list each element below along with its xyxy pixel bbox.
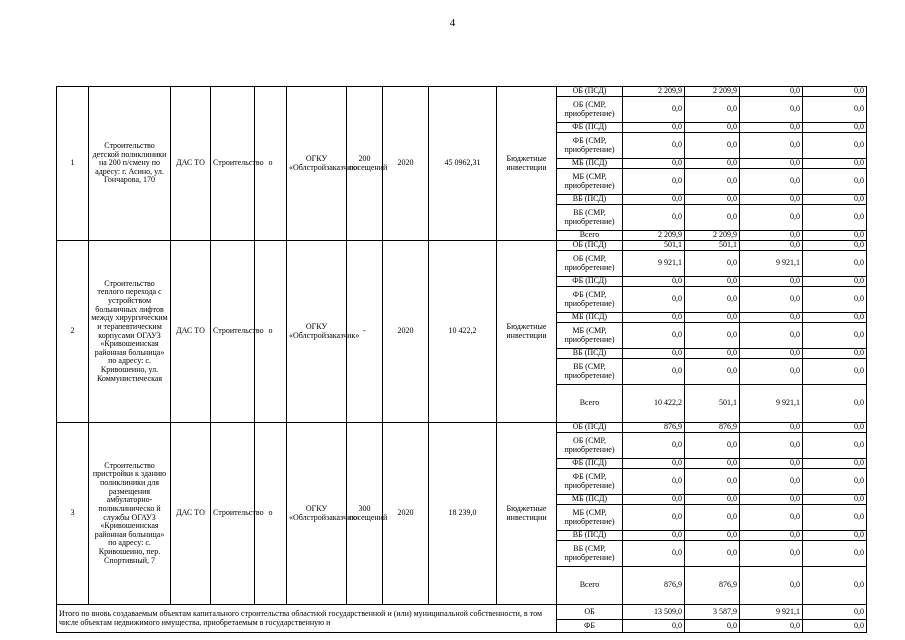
funding-value: 0,0 — [685, 287, 740, 313]
funding-value: 0,0 — [803, 277, 867, 287]
total-source-label: ФБ — [557, 620, 623, 633]
funding-value: 0,0 — [740, 459, 803, 469]
funding-value: 0,0 — [740, 97, 803, 123]
table-row — [57, 423, 867, 433]
funding-source-label: МБ (ПСД) — [557, 495, 623, 505]
funding-value: 0,0 — [740, 495, 803, 505]
funding-source-label: ВБ (СМР, приобретение) — [557, 205, 623, 231]
funding-source-label: ФБ (ПСД) — [557, 459, 623, 469]
project-year: 2020 — [383, 423, 429, 605]
funding-value: 0,0 — [740, 133, 803, 159]
funding-source-label: ФБ (СМР, приобретение) — [557, 287, 623, 313]
project-department: ДАС ТО — [171, 87, 211, 241]
funding-value: 9 921,1 — [623, 251, 685, 277]
budget-table — [56, 86, 867, 633]
project-name: Строительство пристройки к зданию поликлиники для размещения амбулаторно-поликлиническо й службы ОГАУЗ «Кривошеинская районная больница» по адресу: с. Кривошеино, пер. Спортивный, 7 — [89, 423, 171, 605]
funding-source-label: ВБ (СМР, приобретение) — [557, 359, 623, 385]
funding-value: 0,0 — [740, 87, 803, 97]
funding-value: 0,0 — [740, 159, 803, 169]
funding-value: 0,0 — [623, 469, 685, 495]
funding-value: 0,0 — [685, 195, 740, 205]
funding-value: 0,0 — [803, 423, 867, 433]
funding-source-label: ОБ (СМР, приобретение) — [557, 251, 623, 277]
funding-value: 0,0 — [685, 459, 740, 469]
project-department: ДАС ТО — [171, 241, 211, 423]
funding-value: 0,0 — [623, 287, 685, 313]
funding-value: 0,0 — [685, 349, 740, 359]
funding-value: 0,0 — [740, 567, 803, 605]
project-year: 2020 — [383, 87, 429, 241]
project-work-type: Строительство — [211, 423, 255, 605]
funding-value: 0,0 — [740, 505, 803, 531]
funding-source-label: Всего — [557, 385, 623, 423]
funding-value: 0,0 — [623, 495, 685, 505]
total-value: 0,0 — [623, 620, 685, 633]
funding-source-label: МБ (ПСД) — [557, 313, 623, 323]
project-investment-type: Бюджетные инвестиции — [497, 241, 557, 423]
project-cost: 18 239,0 — [429, 423, 497, 605]
funding-value: 0,0 — [740, 231, 803, 241]
project-capacity: 200 посещений — [347, 87, 383, 241]
funding-value: 0,0 — [740, 205, 803, 231]
total-value: 0,0 — [685, 620, 740, 633]
funding-source-label: ВБ (ПСД) — [557, 531, 623, 541]
funding-source-label: МБ (СМР, приобретение) — [557, 323, 623, 349]
funding-value: 0,0 — [740, 123, 803, 133]
project-year: 2020 — [383, 241, 429, 423]
funding-value: 0,0 — [623, 195, 685, 205]
funding-value: 0,0 — [803, 241, 867, 251]
project-capacity: - — [347, 241, 383, 423]
funding-value: 0,0 — [685, 313, 740, 323]
project-number: 1 — [57, 87, 89, 241]
funding-value: 0,0 — [740, 287, 803, 313]
funding-value: 0,0 — [740, 277, 803, 287]
funding-value: 0,0 — [623, 97, 685, 123]
funding-value: 0,0 — [623, 531, 685, 541]
funding-value: 0,0 — [740, 169, 803, 195]
funding-value: 0,0 — [685, 469, 740, 495]
funding-value: 0,0 — [803, 231, 867, 241]
funding-source-label: ВБ (ПСД) — [557, 195, 623, 205]
total-value: 0,0 — [803, 620, 867, 633]
funding-value: 0,0 — [685, 323, 740, 349]
funding-value: 0,0 — [803, 359, 867, 385]
funding-value: 876,9 — [685, 567, 740, 605]
funding-source-label: МБ (СМР, приобретение) — [557, 505, 623, 531]
project-mark: о — [255, 423, 287, 605]
funding-value: 0,0 — [803, 159, 867, 169]
funding-value: 2 209,9 — [685, 231, 740, 241]
funding-value: 0,0 — [623, 359, 685, 385]
funding-value: 0,0 — [803, 541, 867, 567]
funding-value: 0,0 — [803, 349, 867, 359]
funding-value: 0,0 — [685, 359, 740, 385]
project-name: Строительство детской поликлиники на 200 п/смену по адресу: г. Асино, ул. Гончарова, 170 — [89, 87, 171, 241]
funding-value: 0,0 — [685, 433, 740, 459]
project-number: 3 — [57, 423, 89, 605]
total-value: 0,0 — [803, 605, 867, 620]
funding-value: 501,1 — [623, 241, 685, 251]
project-capacity: 300 посещений — [347, 423, 383, 605]
project-investment-type: Бюджетные инвестиции — [497, 87, 557, 241]
funding-source-label: ФБ (СМР, приобретение) — [557, 133, 623, 159]
funding-value: 0,0 — [623, 133, 685, 159]
project-customer: ОГКУ «Облстройзаказчик» — [287, 423, 347, 605]
funding-value: 9 921,1 — [740, 385, 803, 423]
funding-value: 0,0 — [740, 469, 803, 495]
funding-value: 0,0 — [623, 169, 685, 195]
funding-value: 0,0 — [803, 567, 867, 605]
project-mark: о — [255, 87, 287, 241]
funding-value: 501,1 — [685, 241, 740, 251]
project-cost: 10 422,2 — [429, 241, 497, 423]
funding-value: 0,0 — [803, 313, 867, 323]
project-work-type: Строительство — [211, 241, 255, 423]
funding-value: 0,0 — [740, 323, 803, 349]
project-cost: 45 0962,31 — [429, 87, 497, 241]
funding-value: 0,0 — [803, 287, 867, 313]
funding-value: 0,0 — [803, 195, 867, 205]
funding-value: 0,0 — [740, 313, 803, 323]
funding-value: 0,0 — [803, 133, 867, 159]
funding-value: 0,0 — [685, 159, 740, 169]
total-value: 13 509,0 — [623, 605, 685, 620]
funding-value: 0,0 — [685, 97, 740, 123]
project-department: ДАС ТО — [171, 423, 211, 605]
funding-value: 0,0 — [803, 495, 867, 505]
funding-value: 0,0 — [803, 251, 867, 277]
funding-value: 0,0 — [740, 541, 803, 567]
total-source-label: ОБ — [557, 605, 623, 620]
funding-value: 876,9 — [623, 567, 685, 605]
funding-value: 0,0 — [740, 423, 803, 433]
funding-value: 0,0 — [803, 531, 867, 541]
funding-value: 876,9 — [623, 423, 685, 433]
funding-value: 0,0 — [685, 505, 740, 531]
funding-source-label: ОБ (ПСД) — [557, 423, 623, 433]
funding-value: 0,0 — [740, 433, 803, 459]
funding-value: 0,0 — [623, 123, 685, 133]
funding-value: 0,0 — [685, 541, 740, 567]
funding-source-label: МБ (ПСД) — [557, 159, 623, 169]
funding-source-label: ОБ (ПСД) — [557, 87, 623, 97]
funding-source-label: ФБ (ПСД) — [557, 277, 623, 287]
funding-source-label: ФБ (ПСД) — [557, 123, 623, 133]
funding-value: 0,0 — [685, 251, 740, 277]
funding-source-label: ФБ (СМР, приобретение) — [557, 469, 623, 495]
funding-value: 0,0 — [623, 349, 685, 359]
funding-value: 0,0 — [685, 205, 740, 231]
funding-source-label: Всего — [557, 231, 623, 241]
funding-value: 0,0 — [803, 205, 867, 231]
funding-source-label: ОБ (ПСД) — [557, 241, 623, 251]
total-value: 0,0 — [740, 620, 803, 633]
funding-value: 0,0 — [740, 349, 803, 359]
funding-value: 0,0 — [623, 205, 685, 231]
funding-value: 0,0 — [740, 195, 803, 205]
funding-value: 0,0 — [685, 531, 740, 541]
funding-source-label: ОБ (СМР, приобретение) — [557, 97, 623, 123]
funding-value: 0,0 — [803, 459, 867, 469]
funding-value: 0,0 — [803, 323, 867, 349]
funding-value: 9 921,1 — [740, 251, 803, 277]
project-customer: ОГКУ «Облстройзаказчик» — [287, 241, 347, 423]
funding-value: 0,0 — [623, 323, 685, 349]
funding-value: 0,0 — [623, 159, 685, 169]
funding-value: 0,0 — [740, 531, 803, 541]
funding-value: 0,0 — [685, 495, 740, 505]
table-row — [57, 241, 867, 251]
funding-value: 0,0 — [740, 359, 803, 385]
project-number: 2 — [57, 241, 89, 423]
funding-source-label: ВБ (ПСД) — [557, 349, 623, 359]
funding-value: 0,0 — [623, 433, 685, 459]
funding-value: 0,0 — [623, 313, 685, 323]
funding-value: 0,0 — [685, 133, 740, 159]
funding-value: 0,0 — [685, 277, 740, 287]
funding-value: 2 209,9 — [623, 231, 685, 241]
funding-value: 0,0 — [623, 459, 685, 469]
funding-value: 0,0 — [803, 505, 867, 531]
total-description: Итого по вновь создаваемым объектам капитального строительства областной государственной и (или) муниципальной собственности, в том числе объектам недвижимого имущества, приобретаемым в государственную и — [57, 605, 557, 633]
project-mark: о — [255, 241, 287, 423]
funding-source-label: ОБ (СМР, приобретение) — [557, 433, 623, 459]
funding-value: 0,0 — [623, 505, 685, 531]
total-value: 9 921,1 — [740, 605, 803, 620]
funding-value: 0,0 — [803, 433, 867, 459]
project-name: Строительство теплого перехода с устройством больничных лифтов между хирургическим и терапевтическим корпусами ОГАУЗ «Кривошеинская районная больница» по адресу: с. Кривошеино, ул. Коммунистическая — [89, 241, 171, 423]
funding-value: 0,0 — [803, 97, 867, 123]
total-value: 3 587,9 — [685, 605, 740, 620]
project-customer: ОГКУ «Облстройзаказчик» — [287, 87, 347, 241]
project-investment-type: Бюджетные инвестиции — [497, 423, 557, 605]
funding-value: 0,0 — [803, 123, 867, 133]
funding-value: 0,0 — [803, 469, 867, 495]
funding-value: 0,0 — [685, 123, 740, 133]
funding-value: 2 209,9 — [623, 87, 685, 97]
page-number: 4 — [449, 17, 456, 29]
funding-source-label: Всего — [557, 567, 623, 605]
funding-value: 0,0 — [803, 87, 867, 97]
funding-value: 0,0 — [685, 169, 740, 195]
table-row — [57, 87, 867, 97]
funding-value: 876,9 — [685, 423, 740, 433]
funding-source-label: МБ (СМР, приобретение) — [557, 169, 623, 195]
funding-value: 10 422,2 — [623, 385, 685, 423]
funding-value: 501,1 — [685, 385, 740, 423]
funding-value: 0,0 — [623, 541, 685, 567]
funding-value: 0,0 — [623, 277, 685, 287]
funding-value: 0,0 — [803, 385, 867, 423]
total-row — [57, 605, 867, 620]
funding-source-label: ВБ (СМР, приобретение) — [557, 541, 623, 567]
funding-value: 0,0 — [803, 169, 867, 195]
funding-value: 2 209,9 — [685, 87, 740, 97]
funding-value: 0,0 — [740, 241, 803, 251]
project-work-type: Строительство — [211, 87, 255, 241]
